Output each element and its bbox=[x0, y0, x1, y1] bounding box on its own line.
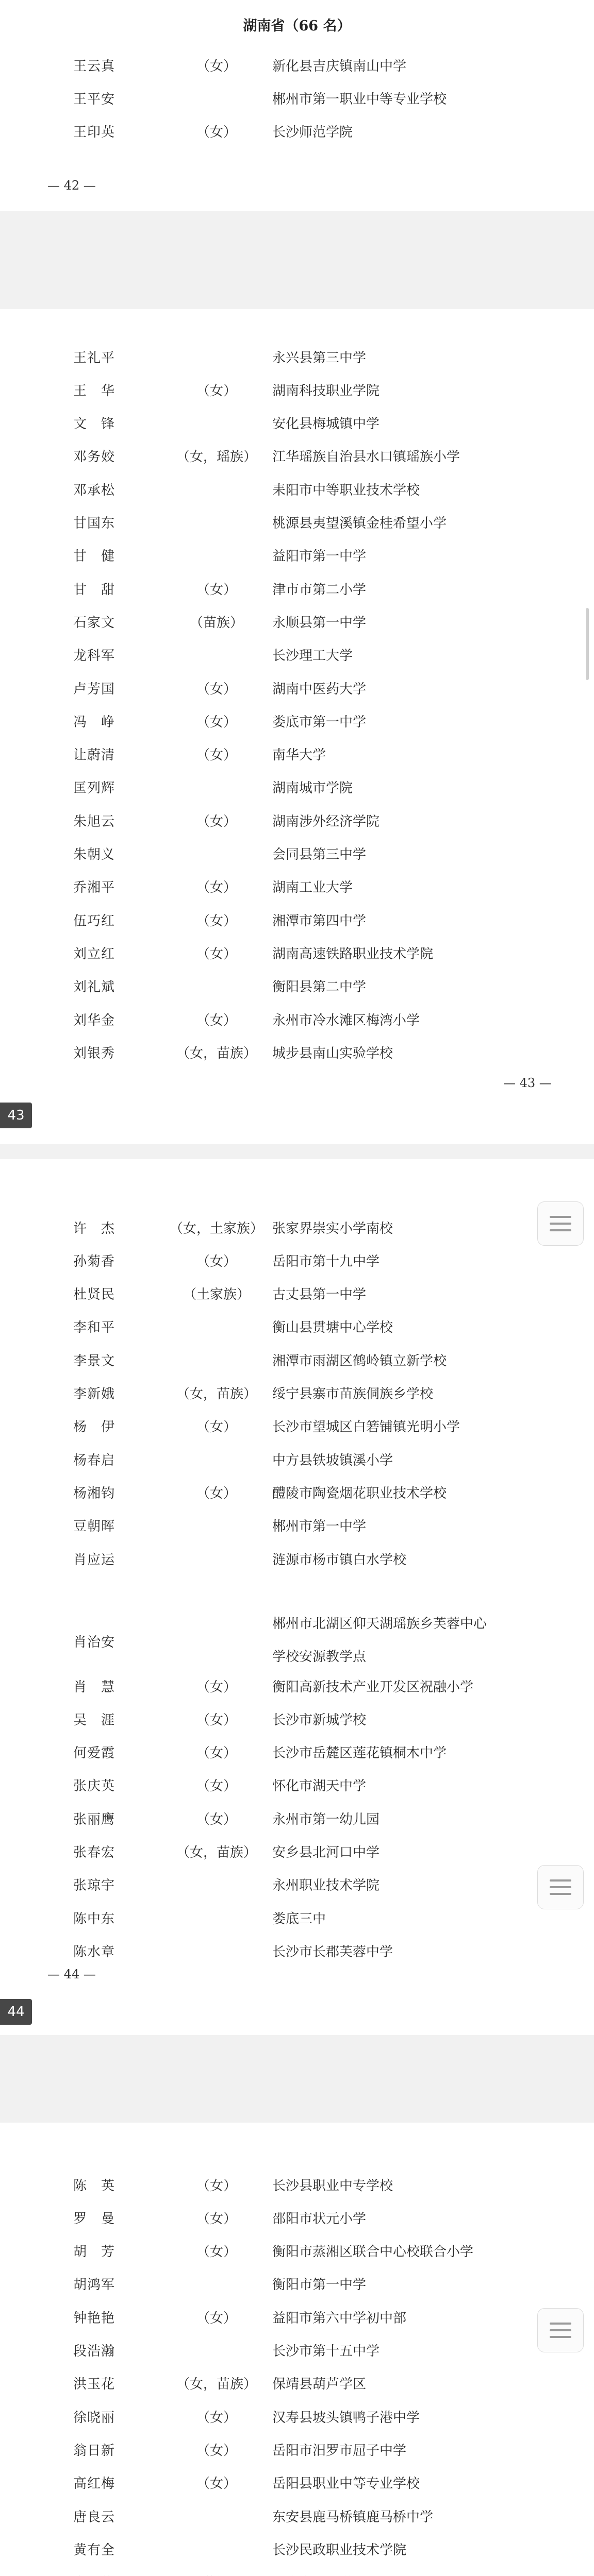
person-name: 黄有全 bbox=[73, 2542, 116, 2558]
work-unit: 衡山县贯塘中心学校 bbox=[272, 1320, 393, 1336]
work-unit: 永州市冷水滩区梅湾小学 bbox=[272, 1012, 420, 1028]
person-name: 甘 健 bbox=[73, 549, 116, 565]
person-note: （女） bbox=[196, 383, 237, 399]
work-unit: 张家界崇实小学南校 bbox=[272, 1221, 393, 1236]
person-name: 肖应运 bbox=[73, 1552, 116, 1568]
person-name: 豆朝晖 bbox=[73, 1519, 116, 1535]
work-unit: 安化县梅城镇中学 bbox=[272, 416, 380, 432]
work-unit: 岳阳县职业中等专业学校 bbox=[272, 2476, 420, 2492]
person-name: 张琼宇 bbox=[73, 1878, 116, 1894]
work-unit: 永兴县第三中学 bbox=[272, 350, 367, 366]
person-name: 刘礼斌 bbox=[73, 979, 116, 995]
person-name: 匡列辉 bbox=[73, 781, 116, 796]
work-unit: 永州职业技术学院 bbox=[272, 1878, 380, 1894]
work-unit: 耒阳市中等职业技术学校 bbox=[272, 482, 420, 498]
work-unit: 娄底三中 bbox=[272, 1911, 326, 1927]
person-note: （女） bbox=[196, 2178, 237, 2194]
person-name: 张庆英 bbox=[73, 1778, 116, 1794]
page-gap bbox=[0, 1144, 594, 1159]
work-unit: 南华大学 bbox=[272, 748, 326, 764]
work-unit: 长沙市岳麓区莲花镇桐木中学 bbox=[272, 1745, 447, 1761]
work-unit: 津市市第二小学 bbox=[272, 582, 367, 598]
work-unit: 岳阳市第十九中学 bbox=[272, 1253, 380, 1269]
person-note bbox=[160, 2572, 273, 2576]
person-note: （女） bbox=[196, 1253, 237, 1269]
person-name: 李新娥 bbox=[73, 1386, 116, 1402]
person-name: 朱朝义 bbox=[73, 847, 116, 862]
person-name: 冯 峥 bbox=[73, 714, 116, 730]
person-name: 徐晓丽 bbox=[73, 2410, 116, 2426]
work-unit: 江华瑶族自治县水口镇瑶族小学 bbox=[272, 449, 460, 465]
person-name: 让蔚清 bbox=[73, 748, 116, 764]
work-unit: 湖南涉外经济学院 bbox=[272, 814, 380, 829]
work-unit bbox=[272, 1607, 487, 1673]
work-unit: 长沙县职业中专学校 bbox=[272, 2178, 393, 2194]
person-name: 许 杰 bbox=[73, 1221, 116, 1236]
person-note: （女） bbox=[196, 1419, 237, 1435]
work-unit: 桃源县夷望溪镇金桂希望小学 bbox=[272, 516, 447, 531]
person-note: （女） bbox=[196, 124, 237, 140]
section-title: 湖南省（66 名） bbox=[243, 18, 351, 34]
work-unit: 古丈县第一中学 bbox=[272, 1287, 367, 1303]
person-note: （女） bbox=[196, 2310, 237, 2326]
person-name: 杨 伊 bbox=[73, 1419, 116, 1435]
work-unit: 益阳市第一中学 bbox=[272, 549, 367, 565]
person-name: 段浩瀚 bbox=[73, 2344, 116, 2359]
person-name: 陈水章 bbox=[73, 1944, 116, 1960]
person-note: （女） bbox=[196, 946, 237, 962]
person-name: 杜贤民 bbox=[73, 1287, 116, 1303]
work-unit-line: 郴州市北湖区仰天湖瑶族乡芙蓉中心 bbox=[272, 1616, 487, 1632]
person-name: 刘银秀 bbox=[73, 1045, 116, 1061]
person-name: 邓承松 bbox=[73, 482, 116, 498]
person-name: 陈 英 bbox=[73, 2178, 116, 2194]
work-unit: 衡阳县第二中学 bbox=[272, 979, 367, 995]
page-number: — 42 — bbox=[47, 178, 96, 193]
person-note: （女） bbox=[196, 814, 237, 829]
person-name: 翁日新 bbox=[73, 2443, 116, 2459]
page-43 bbox=[0, 309, 594, 1144]
person-name: 钟艳艳 bbox=[73, 2310, 116, 2326]
work-unit: 岳阳市汨罗市屈子中学 bbox=[272, 2443, 407, 2459]
person-name: 张春宏 bbox=[73, 1845, 116, 1860]
person-name: 何爱霞 bbox=[73, 1745, 116, 1761]
work-unit: 湖南科技职业学院 bbox=[272, 383, 380, 399]
person-note: （女） bbox=[196, 748, 237, 764]
person-note: （女，土家族） bbox=[169, 1221, 263, 1236]
work-unit: 衡阳高新技术产业开发区祝融小学 bbox=[272, 1679, 474, 1695]
work-unit: 涟源市杨市镇白水学校 bbox=[272, 1552, 407, 1568]
work-unit: 长沙市新城学校 bbox=[272, 1712, 367, 1728]
page-number: — 43 — bbox=[503, 1076, 552, 1090]
person-note: （女） bbox=[196, 1712, 237, 1728]
page-badge[interactable]: 43 bbox=[0, 1103, 32, 1128]
work-unit: 永顺县第一中学 bbox=[272, 615, 367, 631]
person-note: （女） bbox=[196, 2443, 237, 2459]
person-name: 洪玉花 bbox=[73, 2377, 116, 2393]
work-unit: 娄底市第一中学 bbox=[272, 714, 367, 730]
person-name: 高红梅 bbox=[73, 2476, 116, 2492]
person-name: 吴 涯 bbox=[73, 1712, 116, 1728]
work-unit: 邵阳市状元小学 bbox=[272, 2211, 367, 2227]
person-name: 王印英 bbox=[73, 124, 116, 140]
person-name: 王 华 bbox=[73, 383, 116, 399]
work-unit: 长沙市望城区白箬铺镇光明小学 bbox=[272, 1419, 460, 1435]
page-gap bbox=[0, 2035, 594, 2123]
work-unit: 会同县第三中学 bbox=[272, 847, 367, 862]
person-name: 肖 慧 bbox=[73, 1679, 116, 1695]
work-unit: 衡阳市第一中学 bbox=[272, 2277, 367, 2293]
work-unit: 长沙师范学院 bbox=[272, 124, 353, 140]
work-unit: 湘潭市雨湖区鹤岭镇立新学校 bbox=[272, 1353, 447, 1369]
page-gap bbox=[0, 211, 594, 309]
work-unit: 醴陵市陶瓷烟花职业技术学校 bbox=[272, 1485, 447, 1501]
work-unit: 郴州市第一中学 bbox=[272, 1519, 367, 1535]
person-name: 伍巧红 bbox=[73, 913, 116, 929]
work-unit: 湖南高速铁路职业技术学院 bbox=[272, 946, 434, 962]
person-note: （女） bbox=[196, 1679, 237, 1695]
person-note: （女） bbox=[196, 2244, 237, 2260]
page-number: — 44 — bbox=[47, 1967, 96, 1981]
person-note: （土家族） bbox=[183, 1287, 250, 1303]
person-note: （女） bbox=[196, 681, 237, 697]
person-note: （女） bbox=[196, 1745, 237, 1761]
person-name: 杨春启 bbox=[73, 1452, 116, 1468]
page-badge[interactable]: 44 bbox=[0, 1999, 32, 2025]
page-42 bbox=[0, 0, 594, 211]
person-name: 唐良云 bbox=[73, 2509, 116, 2525]
work-unit: 湖南工业大学 bbox=[272, 880, 353, 896]
person-note: （女） bbox=[196, 1811, 237, 1827]
work-unit: 湘潭市第四中学 bbox=[272, 913, 367, 929]
person-note: （女） bbox=[196, 2476, 237, 2492]
person-name: 甘国东 bbox=[73, 516, 116, 531]
person-note: （女，苗族） bbox=[176, 2377, 257, 2393]
person-name: 胡鸿军 bbox=[73, 2277, 116, 2293]
person-name: 龙科军 bbox=[73, 648, 116, 664]
work-unit: 城步县南山实验学校 bbox=[272, 1045, 393, 1061]
page-44 bbox=[0, 1159, 594, 2035]
work-unit: 保靖县葫芦学区 bbox=[272, 2377, 367, 2393]
person-note: （女） bbox=[196, 1778, 237, 1794]
person-note: （女） bbox=[196, 58, 237, 74]
work-unit: 长沙理工大学 bbox=[272, 648, 353, 664]
person-note: （女） bbox=[196, 913, 237, 929]
person-name: 乔湘平 bbox=[73, 880, 116, 896]
person-name: 李和平 bbox=[73, 1320, 116, 1336]
person-note: （女） bbox=[196, 2211, 237, 2227]
person-name: 甘 甜 bbox=[73, 582, 116, 598]
work-unit: 长沙市第十五中学 bbox=[272, 2344, 380, 2359]
person-name: 胡 芳 bbox=[73, 2244, 116, 2260]
work-unit: 湖南中医药大学 bbox=[272, 681, 367, 697]
person-name: 李景文 bbox=[73, 1353, 116, 1369]
person-note: （女，苗族） bbox=[176, 1845, 257, 1860]
person-name: 陈中东 bbox=[73, 1911, 116, 1927]
person-name: 肖治安 bbox=[73, 1634, 116, 1650]
person-name: 王礼平 bbox=[73, 350, 116, 366]
work-unit: 长沙市长郡芙蓉中学 bbox=[272, 1944, 393, 1960]
work-unit: 湖南城市学院 bbox=[272, 781, 353, 796]
work-unit-line: 学校安源教学点 bbox=[272, 1649, 367, 1665]
work-unit: 长沙民政职业技术学院 bbox=[272, 2542, 407, 2558]
person-name bbox=[73, 2572, 156, 2576]
person-name: 石家文 bbox=[73, 615, 116, 631]
person-note: （女） bbox=[196, 2410, 237, 2426]
person-name: 文 锋 bbox=[73, 416, 116, 432]
person-name: 刘华金 bbox=[73, 1012, 116, 1028]
person-name: 卢芳国 bbox=[73, 681, 116, 697]
person-name: 朱旭云 bbox=[73, 814, 116, 829]
person-note: （女，苗族） bbox=[176, 1045, 257, 1061]
work-unit: 郴州市第一职业中等专业学校 bbox=[272, 91, 447, 107]
scrollbar-thumb[interactable] bbox=[586, 608, 589, 680]
page-45 bbox=[0, 2123, 594, 2576]
person-name: 邓务姣 bbox=[73, 449, 116, 465]
person-name: 孙菊香 bbox=[73, 1253, 116, 1269]
person-note: （女） bbox=[196, 1012, 237, 1028]
person-name: 罗 曼 bbox=[73, 2211, 116, 2227]
person-note: （女） bbox=[196, 582, 237, 598]
person-note: （女，瑶族） bbox=[176, 449, 257, 465]
work-unit: 汉寿县坡头镇鸭子港中学 bbox=[272, 2410, 420, 2426]
person-name: 张丽鹰 bbox=[73, 1811, 116, 1827]
person-name: 王云真 bbox=[73, 58, 116, 74]
person-name: 王平安 bbox=[73, 91, 116, 107]
work-unit: 中方县铁坡镇溪小学 bbox=[272, 1452, 393, 1468]
work-unit: 新化县吉庆镇南山中学 bbox=[272, 58, 407, 74]
work-unit: 衡阳市蒸湘区联合中心校联合小学 bbox=[272, 2244, 474, 2260]
person-name: 刘立红 bbox=[73, 946, 116, 962]
work-unit: 安乡县北河口中学 bbox=[272, 1845, 380, 1860]
work-unit: 永州市第一幼儿园 bbox=[272, 1811, 380, 1827]
person-name: 杨湘钧 bbox=[73, 1485, 116, 1501]
person-note: （女） bbox=[196, 880, 237, 896]
person-note: （苗族） bbox=[189, 615, 243, 631]
person-note: （女） bbox=[196, 714, 237, 730]
work-unit: 益阳市第六中学初中部 bbox=[272, 2310, 407, 2326]
work-unit: 东安县鹿马桥镇鹿马桥中学 bbox=[272, 2509, 434, 2525]
work-unit bbox=[272, 2572, 582, 2576]
work-unit: 绥宁县寨市苗族侗族乡学校 bbox=[272, 1386, 434, 1402]
menu-button[interactable] bbox=[537, 1865, 584, 1909]
person-note: （女） bbox=[196, 1485, 237, 1501]
work-unit: 怀化市湖天中学 bbox=[272, 1778, 367, 1794]
person-note: （女，苗族） bbox=[176, 1386, 257, 1402]
